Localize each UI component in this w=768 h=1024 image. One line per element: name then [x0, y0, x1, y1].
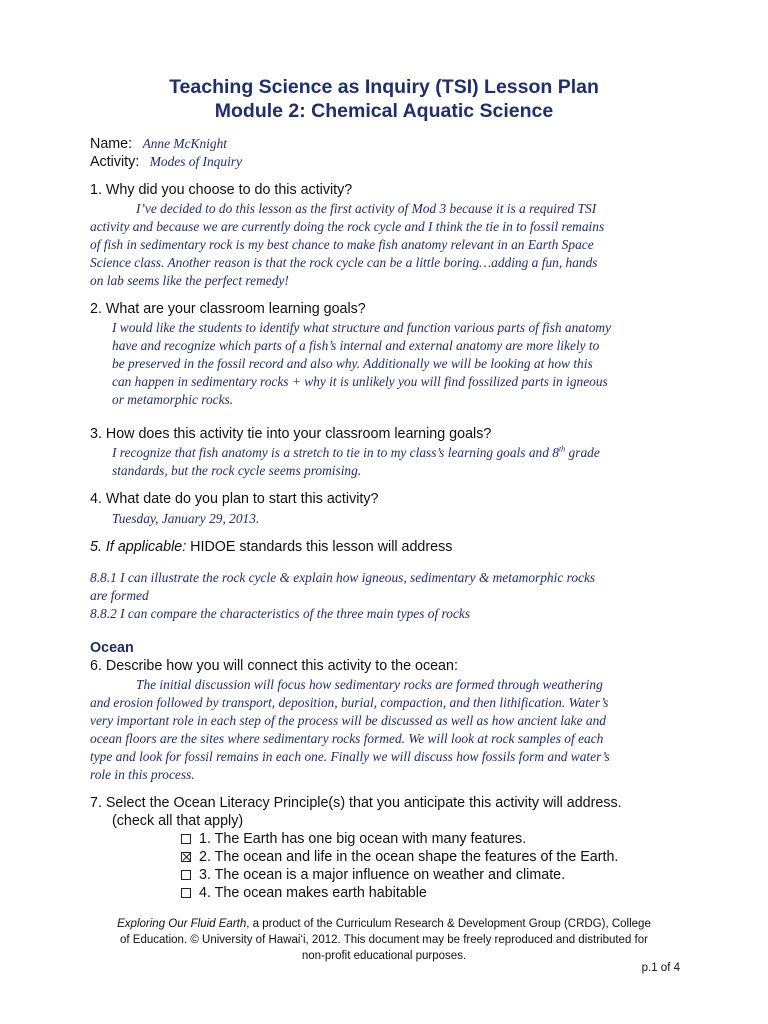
principle-option-3[interactable]	[181, 867, 565, 883]
answer-6-line: role in this process.	[90, 767, 195, 782]
answer-4: Tuesday, January 29, 2013.	[112, 511, 260, 526]
answer-1-line: Science class. Another reason is that the rock cycle can be a little boring…adding a fun, hands	[90, 255, 598, 270]
question-5-number: 5.	[90, 539, 106, 555]
answer-6-line: ocean floors are the sites where sedimentary rocks formed. We will look at rock samples of each	[90, 731, 604, 746]
answer-2-line: be preserved in the fossil record and also why. Additionally we will be looking at how this	[112, 356, 593, 371]
page-number: p.1 of 4	[641, 962, 680, 974]
ocean-heading: Ocean	[90, 640, 134, 656]
question-1: 1. Why did you choose to do this activity?	[90, 182, 353, 198]
standards-list	[90, 569, 682, 623]
ordinal-suffix: th	[558, 444, 566, 454]
footer-title: Exploring Our Fluid Earth	[117, 918, 247, 930]
answer-1	[90, 200, 682, 290]
checkbox-checked-icon[interactable]	[181, 852, 191, 862]
question-2: 2. What are your classroom learning goals?	[90, 301, 366, 317]
answer-6-line: type and look for fossil remains in each one. Finally we will discuss how fossils form and water’s	[90, 749, 610, 764]
answer-2-line: can happen in sedimentary rocks + why it is unlikely you will find fossilized parts in igneous	[112, 374, 608, 389]
answer-2-line: or metamorphic rocks.	[112, 392, 234, 407]
principle-label: 4. The ocean makes earth habitable	[199, 885, 427, 901]
answer-6	[90, 676, 682, 784]
question-5-italic: If applicable:	[105, 539, 187, 555]
name-label: Name:	[90, 136, 133, 152]
principle-label: 1. The Earth has one big ocean with many features.	[199, 831, 527, 847]
name-row	[90, 135, 227, 153]
answer-6-line: The initial discussion will focus how sedimentary rocks are formed through weathering	[136, 677, 603, 692]
question-3: 3. How does this activity tie into your classroom learning goals?	[90, 426, 492, 442]
footer	[60, 916, 708, 964]
question-6: 6. Describe how you will connect this activity to the ocean:	[90, 658, 458, 674]
principle-option-1[interactable]	[181, 831, 526, 847]
principle-label: 2. The ocean and life in the ocean shape the features of the Earth.	[199, 849, 619, 865]
answer-3	[112, 444, 704, 480]
answer-2-line: have and recognize which parts of a fish’s internal and external anatomy are more likely to	[112, 338, 600, 353]
name-value: Anne McKnight	[142, 136, 227, 151]
answer-1-line: I’ve decided to do this lesson as the first activity of Mod 3 because it is a required TSI	[136, 201, 597, 216]
footer-line-1	[60, 916, 708, 932]
checkbox-unchecked-icon[interactable]	[181, 834, 191, 844]
checkbox-unchecked-icon[interactable]	[181, 870, 191, 880]
answer-2	[112, 319, 704, 409]
title-line-1: Teaching Science as Inquiry (TSI) Lesson Plan	[169, 76, 599, 98]
answer-2-line: I would like the students to identify what structure and function various parts of fish anatomy	[112, 320, 612, 335]
activity-label: Activity:	[90, 154, 140, 170]
answer-6-line: and erosion followed by transport, deposition, burial, compaction, and then lithification. Water’s	[90, 695, 609, 710]
principle-option-4[interactable]	[181, 885, 427, 901]
answer-3-text-b: grade	[565, 445, 600, 460]
principle-label: 3. The ocean is a major influence on weather and climate.	[199, 867, 566, 883]
title-line-2: Module 2: Chemical Aquatic Science	[214, 100, 554, 122]
answer-3-line	[112, 444, 704, 462]
activity-row	[90, 153, 242, 171]
question-7-sub: (check all that apply)	[112, 813, 244, 829]
answer-3-text-a: I recognize that fish anatomy is a stretch to tie in to my class’s learning goals and 8	[112, 445, 559, 460]
question-7: 7. Select the Ocean Literacy Principle(s) that you anticipate this activity will address.	[90, 795, 622, 811]
answer-1-line: on lab seems like the perfect remedy!	[90, 273, 289, 288]
footer-line-3: non-profit educational purposes.	[301, 950, 467, 962]
answer-6-line: very important role in each step of the process will be discussed as well as how ancient lake and	[90, 713, 606, 728]
question-5	[90, 539, 452, 555]
standard-line: are formed	[90, 588, 149, 603]
activity-value: Modes of Inquiry	[149, 154, 242, 169]
question-4: 4. What date do you plan to start this activity?	[90, 491, 379, 507]
principle-option-2[interactable]	[181, 849, 618, 865]
question-5-text: HIDOE standards this lesson will address	[186, 539, 453, 555]
standard-line: 8.8.2 I can compare the characteristics of the three main types of rocks	[90, 606, 471, 621]
footer-text: , a product of the Curriculum Research & Development Group (CRDG), College	[246, 918, 651, 930]
answer-1-line: of fish in sedimentary rock is my best chance to make fish anatomy relevant in an Earth Space	[90, 237, 594, 252]
checkbox-unchecked-icon[interactable]	[181, 888, 191, 898]
answer-1-line: activity and because we are currently doing the rock cycle and I think the tie in to fossil remains	[90, 219, 605, 234]
answer-3-line: standards, but the rock cycle seems promising.	[112, 463, 362, 478]
standard-line: 8.8.1 I can illustrate the rock cycle & explain how igneous, sedimentary & metamorphic rocks	[90, 570, 596, 585]
footer-line-2: of Education. © University of Hawai‘i, 2012. This document may be freely reproduced and distributed for	[120, 934, 648, 946]
